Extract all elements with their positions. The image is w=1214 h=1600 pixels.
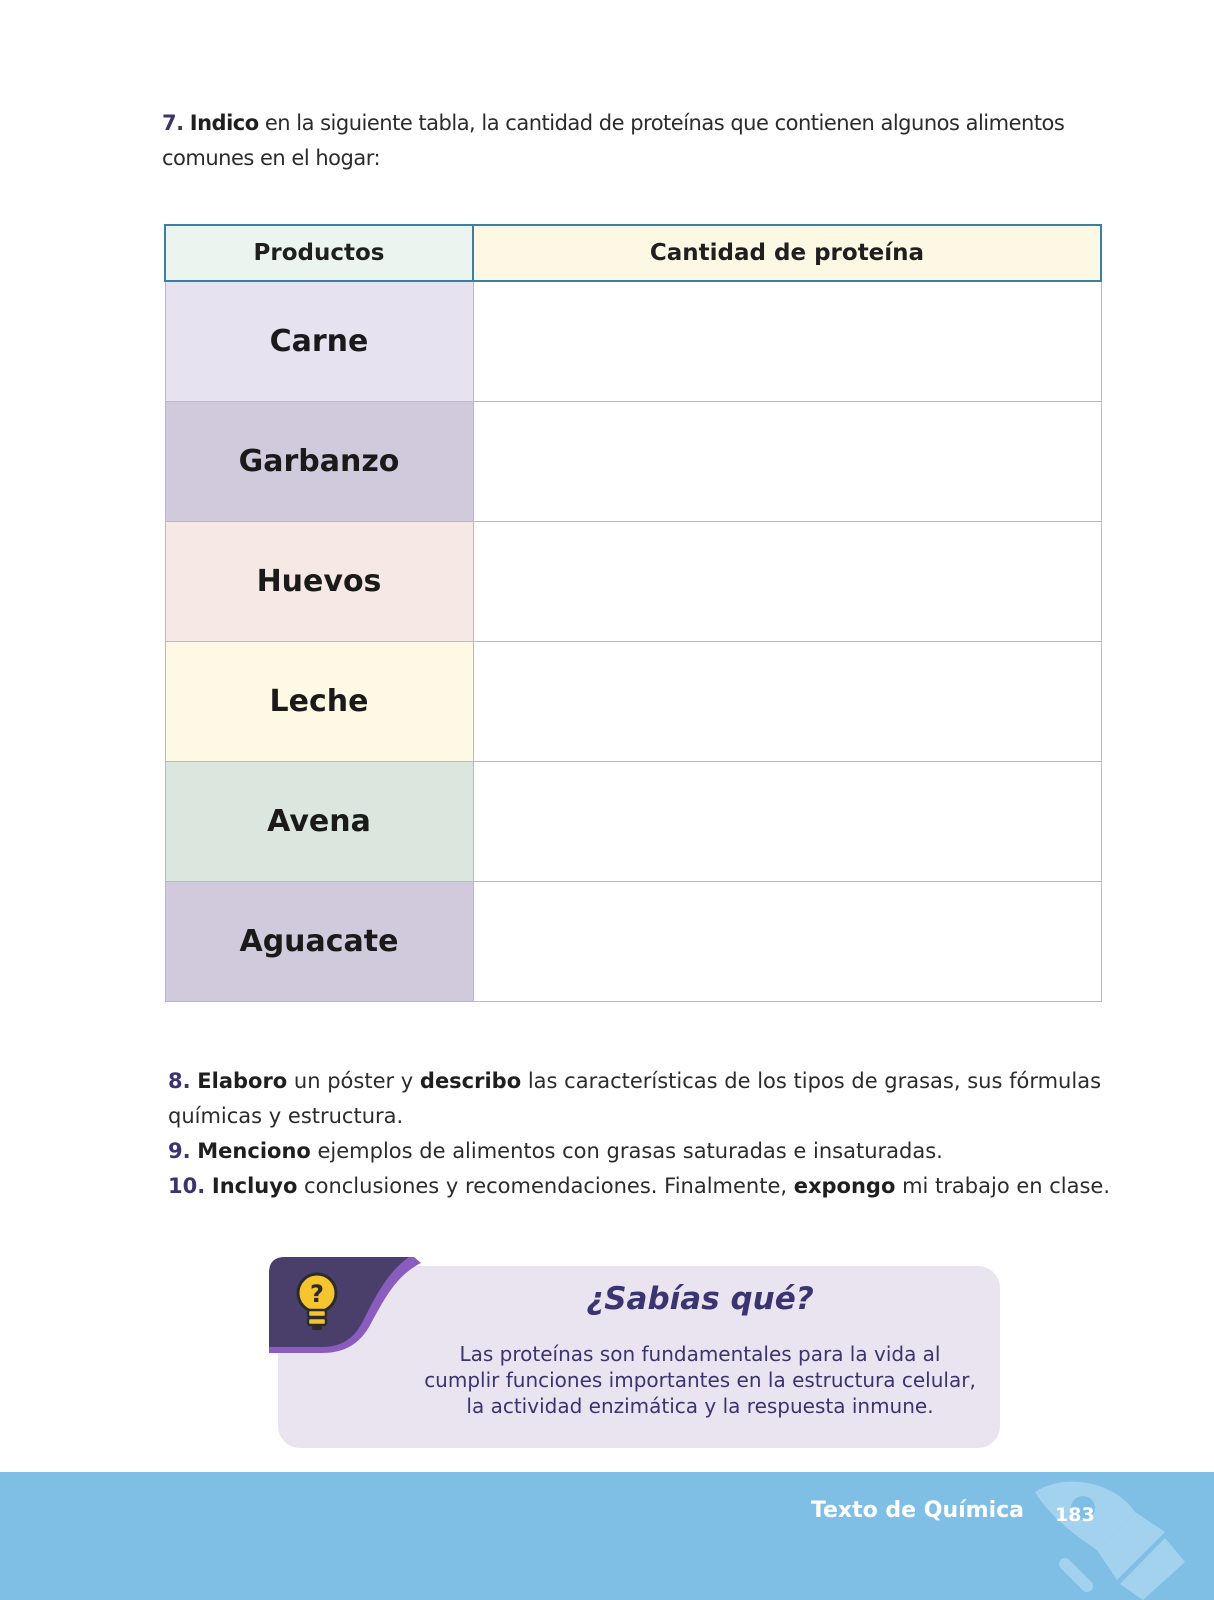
- protein-value-cell[interactable]: [473, 281, 1101, 402]
- question-text: mi trabajo en clase.: [895, 1174, 1111, 1198]
- question-8: [168, 1064, 1118, 1134]
- question-text: las características de los tipos de grasas, sus fórmulas químicas y estructura.: [168, 1069, 1102, 1128]
- product-cell: Garbanzo: [165, 402, 473, 522]
- question-verb: Menciono: [197, 1139, 311, 1163]
- question-text: en la siguiente tabla, la cantidad de proteínas que contienen algunos alimentos comunes en el hogar:: [162, 111, 1065, 170]
- header-protein-amount: Cantidad de proteína: [473, 225, 1101, 281]
- table-row: [165, 281, 1101, 402]
- book-title: Texto de Química: [810, 1498, 1024, 1523]
- question-list: [168, 1064, 1118, 1204]
- protein-value-cell[interactable]: [473, 642, 1101, 762]
- question-text: ejemplos de alimentos con grasas saturadas e insaturadas.: [310, 1139, 943, 1163]
- protein-table: [164, 224, 1102, 1002]
- question-verb: describo: [419, 1069, 522, 1093]
- header-products: Productos: [165, 225, 473, 281]
- protein-value-cell[interactable]: [473, 402, 1101, 522]
- table-row: [165, 882, 1101, 1002]
- question-number: 9.: [168, 1139, 191, 1163]
- table-row: [165, 522, 1101, 642]
- question-10: [168, 1169, 1118, 1204]
- page-footer: [0, 1472, 1214, 1600]
- question-9: [168, 1134, 1118, 1169]
- protein-value-cell[interactable]: [473, 882, 1101, 1002]
- product-cell: Carne: [165, 281, 473, 402]
- svg-text:?: ?: [310, 1280, 324, 1308]
- product-cell: Aguacate: [165, 882, 473, 1002]
- question-verb: expongo: [793, 1174, 896, 1198]
- did-you-know-tab: [269, 1257, 429, 1357]
- question-text: conclusiones y recomendaciones. Finalmente,: [297, 1174, 794, 1198]
- rocket-icon: [1025, 1472, 1214, 1600]
- question-verb: Incluyo: [211, 1174, 298, 1198]
- product-cell: Leche: [165, 642, 473, 762]
- question-verb: Indico: [189, 111, 259, 135]
- question-number: 7.: [162, 111, 184, 135]
- table-header-row: [165, 225, 1101, 281]
- question-number: 8.: [168, 1069, 191, 1093]
- table-row: [165, 642, 1101, 762]
- page-number: 183: [1055, 1504, 1095, 1526]
- product-cell: Huevos: [165, 522, 473, 642]
- question-text: un póster y: [287, 1069, 420, 1093]
- table-row: [165, 762, 1101, 882]
- question-number: 10.: [168, 1174, 206, 1198]
- product-cell: Avena: [165, 762, 473, 882]
- question-verb: Elaboro: [197, 1069, 288, 1093]
- protein-value-cell[interactable]: [473, 522, 1101, 642]
- did-you-know-text: Las proteínas son fundamentales para la vida al cumplir funciones importantes en la estructura celular, la actividad enzimática y la respuesta inmune.: [424, 1342, 976, 1418]
- protein-value-cell[interactable]: [473, 762, 1101, 882]
- table-row: [165, 402, 1101, 522]
- did-you-know-title: ¿Sabías qué?: [586, 1281, 814, 1317]
- question-7: [162, 106, 1112, 176]
